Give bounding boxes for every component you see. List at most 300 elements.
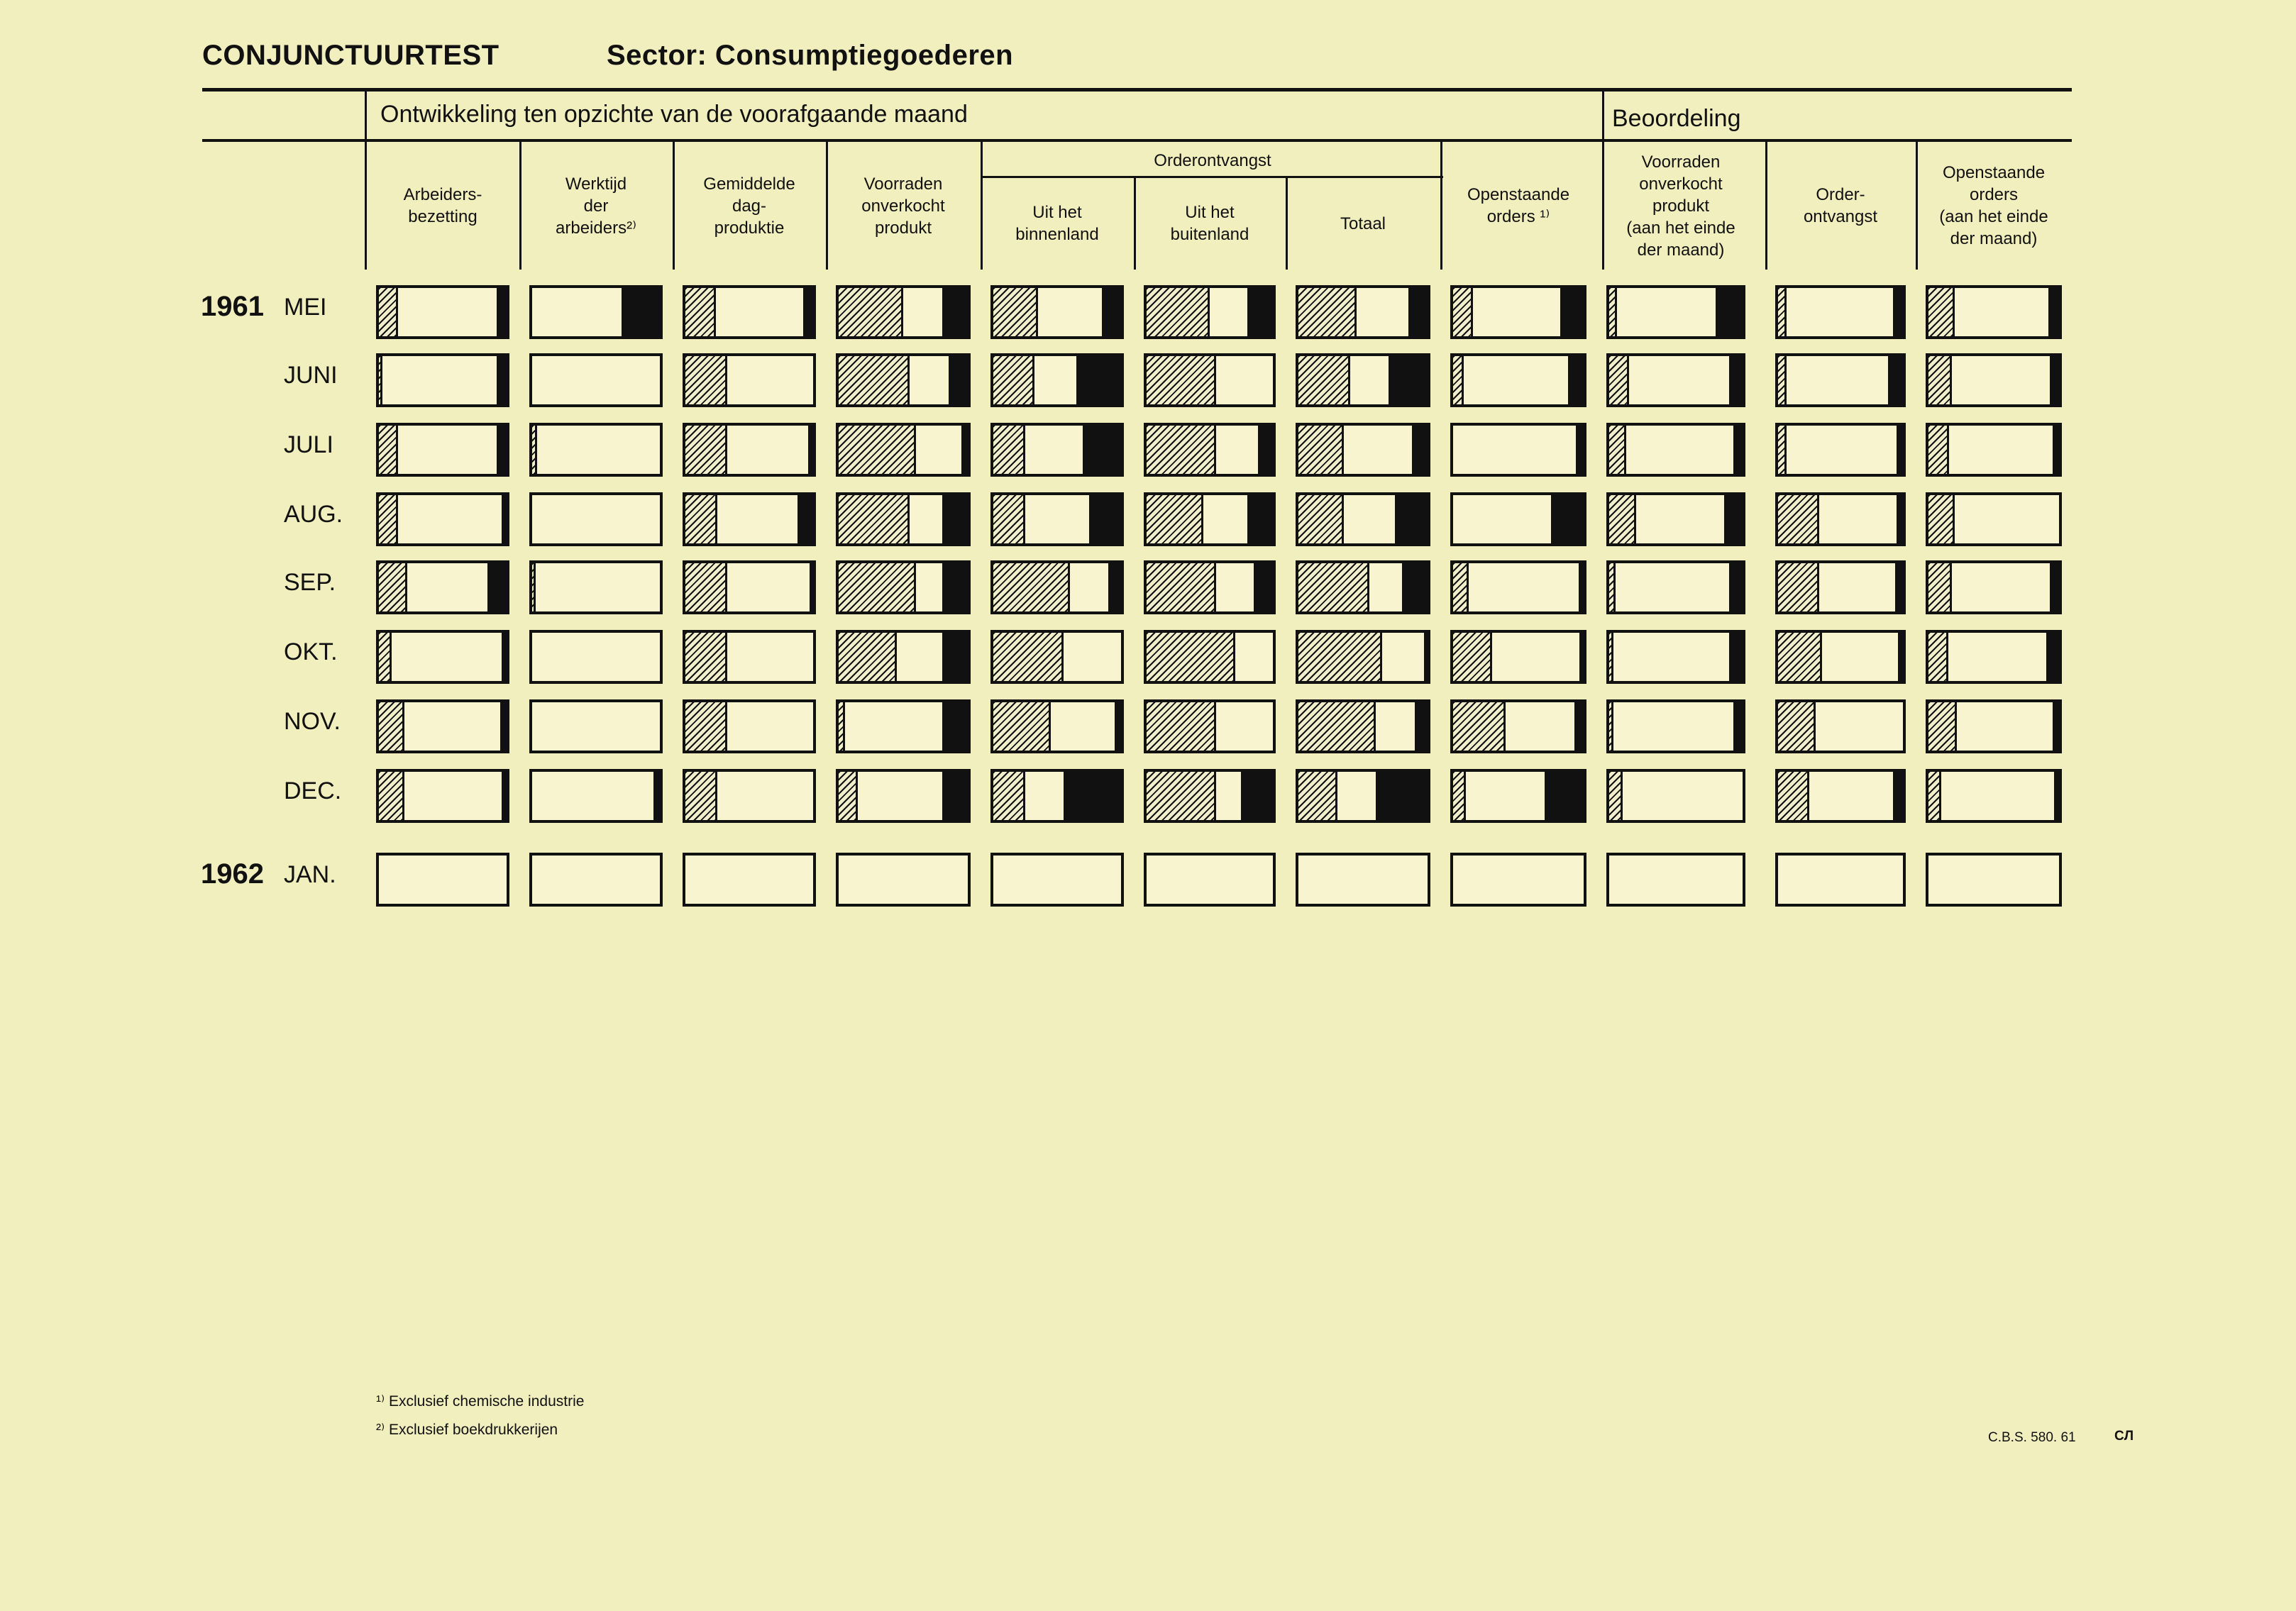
- decrease-segment: [532, 563, 536, 611]
- sector-title: Sector: Consumptiegoederen: [607, 40, 1014, 71]
- indicator-bar: [376, 492, 509, 546]
- decrease-segment: [1453, 702, 1506, 751]
- decrease-segment: [1453, 356, 1464, 404]
- indicator-bar: [1296, 699, 1430, 753]
- indicator-bar: [990, 630, 1124, 684]
- increase-segment: [1895, 563, 1903, 611]
- increase-segment: [622, 288, 660, 336]
- column-header-1: [522, 142, 670, 270]
- column-header-2: [675, 142, 823, 270]
- initials-mark: CЛ: [2114, 1429, 2134, 1444]
- decrease-segment: [1609, 426, 1626, 474]
- increase-segment: [1568, 356, 1584, 404]
- indicator-bar: [683, 769, 816, 823]
- column-header-label: Openstaande orders (aan het einde der maand): [1939, 163, 2048, 248]
- increase-segment: [1064, 772, 1121, 820]
- decrease-segment: [685, 356, 727, 404]
- indicator-bar: [683, 423, 816, 477]
- column-header-label: Openstaande orders ¹⁾: [1467, 185, 1570, 226]
- increase-segment: [797, 495, 813, 543]
- increase-segment: [2053, 426, 2059, 474]
- indicator-bar: [529, 769, 663, 823]
- indicator-bar: [1775, 769, 1906, 823]
- increase-segment: [497, 426, 507, 474]
- decrease-segment: [1609, 633, 1613, 681]
- decrease-segment: [839, 356, 910, 404]
- increase-segment: [1258, 426, 1273, 474]
- indicator-bar: [1775, 560, 1906, 614]
- col-divider: [1440, 142, 1442, 270]
- decrease-segment: [1147, 702, 1216, 751]
- indicator-bar: [529, 699, 663, 753]
- decrease-segment: [685, 495, 717, 543]
- indicator-bar: [990, 560, 1124, 614]
- decrease-segment: [379, 356, 382, 404]
- indicator-bar: [376, 630, 509, 684]
- indicator-bar: [1775, 285, 1906, 339]
- indicator-bar: [1296, 769, 1430, 823]
- column-header-0: [369, 142, 517, 270]
- increase-segment: [1898, 633, 1903, 681]
- decrease-segment: [1778, 772, 1809, 820]
- decrease-segment: [1298, 633, 1382, 681]
- indicator-bar: [1775, 699, 1906, 753]
- decrease-segment: [1928, 288, 1955, 336]
- decrease-segment: [839, 495, 910, 543]
- decrease-segment: [993, 288, 1038, 336]
- document-code: C.B.S. 580. 61: [1988, 1430, 2076, 1445]
- increase-segment: [1729, 563, 1743, 611]
- indicator-bar: [1144, 699, 1276, 753]
- indicator-bar: [990, 853, 1124, 907]
- indicator-bar: [836, 423, 971, 477]
- indicator-bar: [1606, 630, 1745, 684]
- indicator-bar: [1775, 630, 1906, 684]
- decrease-segment: [1928, 772, 1941, 820]
- decrease-segment: [1609, 495, 1636, 543]
- decrease-segment: [993, 356, 1034, 404]
- column-header-label: Voorraden onverkocht produkt: [861, 174, 945, 238]
- increase-segment: [1579, 633, 1584, 681]
- indicator-bar: [1144, 492, 1276, 546]
- column-header-7: [1443, 142, 1594, 270]
- increase-segment: [1254, 563, 1273, 611]
- indicator-bar: [1296, 423, 1430, 477]
- decrease-segment: [993, 495, 1025, 543]
- indicator-bar: [683, 285, 816, 339]
- indicator-bar: [1144, 630, 1276, 684]
- increase-segment: [502, 633, 507, 681]
- indicator-bar: [376, 853, 509, 907]
- increase-segment: [1545, 772, 1584, 820]
- indicator-bar: [529, 353, 663, 407]
- indicator-bar: [1606, 699, 1745, 753]
- increase-segment: [1716, 288, 1743, 336]
- col-divider: [519, 142, 521, 270]
- increase-segment: [2050, 356, 2059, 404]
- indicator-bar: [1606, 353, 1745, 407]
- footnote-2: ²⁾ Exclusief boekdrukkerijen: [376, 1422, 558, 1438]
- decrease-segment: [993, 563, 1070, 611]
- increase-segment: [1083, 426, 1121, 474]
- month-label: OKT.: [284, 638, 338, 665]
- col-divider: [673, 142, 675, 270]
- indicator-bar: [1144, 353, 1276, 407]
- indicator-bar: [1926, 630, 2062, 684]
- increase-segment: [2053, 702, 2059, 751]
- indicator-bar: [1144, 769, 1276, 823]
- column-header-10: [1919, 142, 2069, 270]
- increase-segment: [1241, 772, 1273, 820]
- decrease-segment: [1609, 563, 1616, 611]
- col-divider: [826, 142, 828, 270]
- decrease-segment: [1778, 633, 1822, 681]
- decrease-segment: [1147, 772, 1216, 820]
- increase-segment: [1247, 495, 1273, 543]
- indicator-bar: [836, 699, 971, 753]
- month-label: JUNI: [284, 362, 338, 389]
- increase-segment: [502, 495, 507, 543]
- increase-segment: [1893, 772, 1903, 820]
- column-header-label: Voorraden onverkocht produkt (aan het einde der maand): [1626, 152, 1735, 260]
- decrease-segment: [1928, 426, 1949, 474]
- indicator-bar: [683, 630, 816, 684]
- indicator-bar: [376, 285, 509, 339]
- decrease-segment: [379, 288, 398, 336]
- assessment-group-label: Beoordeling: [1612, 105, 1741, 132]
- indicator-bar: [529, 285, 663, 339]
- indicator-bar: [1926, 699, 2062, 753]
- year-label: 1961: [201, 291, 264, 322]
- decrease-segment: [1453, 772, 1466, 820]
- decrease-segment: [993, 633, 1064, 681]
- decrease-segment: [1778, 495, 1819, 543]
- decrease-segment: [1147, 288, 1210, 336]
- indicator-bar: [1775, 423, 1906, 477]
- increase-segment: [1247, 288, 1273, 336]
- decrease-segment: [1298, 702, 1376, 751]
- orders-group-label: Orderontvangst: [1154, 150, 1271, 170]
- increase-segment: [1424, 633, 1428, 681]
- col-divider: [981, 142, 983, 270]
- indicator-bar: [529, 560, 663, 614]
- indicator-bar: [1775, 353, 1906, 407]
- decrease-segment: [993, 772, 1025, 820]
- month-label: NOV.: [284, 708, 341, 735]
- decrease-segment: [1298, 426, 1344, 474]
- increase-segment: [1729, 356, 1743, 404]
- decrease-segment: [1453, 563, 1469, 611]
- increase-segment: [502, 772, 507, 820]
- increase-segment: [1102, 288, 1121, 336]
- decrease-segment: [685, 563, 727, 611]
- decrease-segment: [1453, 288, 1473, 336]
- increase-segment: [1415, 702, 1428, 751]
- top-rule: [202, 88, 2072, 92]
- decrease-segment: [839, 288, 903, 336]
- increase-segment: [1897, 426, 1903, 474]
- indicator-bar: [1606, 560, 1745, 614]
- month-label: AUG.: [284, 501, 343, 528]
- decrease-segment: [1147, 426, 1216, 474]
- increase-segment: [653, 772, 660, 820]
- increase-segment: [1579, 563, 1584, 611]
- indicator-bar: [376, 423, 509, 477]
- indicator-bar: [683, 353, 816, 407]
- month-label: DEC.: [284, 777, 342, 804]
- decrease-segment: [379, 426, 398, 474]
- indicator-bar: [1296, 492, 1430, 546]
- indicator-bar: [1450, 285, 1586, 339]
- indicator-bar: [1926, 353, 2062, 407]
- indicator-bar: [1926, 423, 2062, 477]
- indicator-bar: [990, 353, 1124, 407]
- decrease-segment: [379, 633, 392, 681]
- indicator-bar: [1606, 769, 1745, 823]
- increase-segment: [942, 702, 968, 751]
- indicator-bar: [1450, 423, 1586, 477]
- decrease-segment: [1928, 633, 1948, 681]
- decrease-segment: [1778, 563, 1819, 611]
- column-header-4: [983, 177, 1131, 270]
- decrease-segment: [1928, 702, 1957, 751]
- decrease-segment: [1453, 633, 1492, 681]
- decrease-segment: [839, 563, 916, 611]
- indicator-bar: [1296, 353, 1430, 407]
- decrease-segment: [839, 772, 858, 820]
- column-header-label: Totaal: [1340, 214, 1386, 233]
- increase-segment: [942, 633, 968, 681]
- indicator-bar: [1606, 492, 1745, 546]
- increase-segment: [1733, 426, 1743, 474]
- increase-segment: [1733, 702, 1743, 751]
- col-divider: [1134, 176, 1136, 270]
- indicator-bar: [1775, 492, 1906, 546]
- decrease-segment: [1147, 356, 1216, 404]
- indicator-bar: [990, 423, 1124, 477]
- increase-segment: [1402, 563, 1428, 611]
- indicator-bar: [1450, 560, 1586, 614]
- increase-segment: [1560, 288, 1584, 336]
- month-label: JAN.: [284, 861, 336, 888]
- column-header-label: Werktijd der arbeiders²⁾: [556, 174, 636, 238]
- development-group-label: Ontwikkeling ten opzichte van de voorafgaande maand: [380, 101, 968, 128]
- decrease-segment: [379, 563, 407, 611]
- indicator-bar: [836, 769, 971, 823]
- decrease-segment: [1147, 495, 1203, 543]
- increase-segment: [808, 426, 813, 474]
- increase-segment: [942, 772, 968, 820]
- indicator-bar: [1606, 285, 1745, 339]
- indicator-bar: [836, 853, 971, 907]
- indicator-bar: [1606, 423, 1745, 477]
- decrease-segment: [1609, 702, 1613, 751]
- document-title: CONJUNCTUURTEST: [202, 40, 500, 71]
- decrease-segment: [685, 772, 717, 820]
- indicator-bar: [376, 560, 509, 614]
- decrease-segment: [1928, 495, 1955, 543]
- decrease-segment: [1928, 356, 1952, 404]
- increase-segment: [1076, 356, 1121, 404]
- decrease-segment: [1778, 426, 1787, 474]
- column-header-5: [1137, 177, 1283, 270]
- indicator-bar: [529, 492, 663, 546]
- decrease-segment: [685, 702, 727, 751]
- increase-segment: [803, 288, 813, 336]
- increase-segment: [1724, 495, 1743, 543]
- increase-segment: [1376, 772, 1428, 820]
- column-header-8: [1599, 142, 1762, 270]
- increase-segment: [487, 563, 507, 611]
- indicator-bar: [1144, 285, 1276, 339]
- increase-segment: [1089, 495, 1121, 543]
- indicator-bar: [836, 630, 971, 684]
- indicator-bar: [990, 699, 1124, 753]
- indicator-bar: [376, 699, 509, 753]
- increase-segment: [2048, 288, 2059, 336]
- column-header-label: Uit het buitenland: [1170, 203, 1249, 244]
- indicator-bar: [683, 560, 816, 614]
- increase-segment: [497, 356, 507, 404]
- indicator-bar: [1926, 769, 2062, 823]
- increase-segment: [1888, 356, 1903, 404]
- increase-segment: [949, 356, 968, 404]
- indicator-bar: [1450, 630, 1586, 684]
- indicator-bar: [1296, 285, 1430, 339]
- decrease-segment: [379, 772, 404, 820]
- increase-segment: [1115, 702, 1121, 751]
- increase-segment: [500, 702, 507, 751]
- increase-segment: [961, 426, 968, 474]
- indicator-bar: [1606, 853, 1745, 907]
- indicator-bar: [1296, 853, 1430, 907]
- decrease-segment: [685, 426, 727, 474]
- column-header-9: [1768, 142, 1913, 270]
- decrease-segment: [1609, 288, 1617, 336]
- column-header-3: [829, 142, 978, 270]
- decrease-segment: [1298, 356, 1350, 404]
- indicator-bar: [1450, 353, 1586, 407]
- indicator-bar: [836, 353, 971, 407]
- decrease-segment: [1298, 563, 1369, 611]
- increase-segment: [1729, 633, 1743, 681]
- month-label: SEP.: [284, 569, 336, 596]
- increase-segment: [1408, 288, 1428, 336]
- column-header-6: [1288, 177, 1437, 270]
- decrease-segment: [1147, 563, 1216, 611]
- col-divider: [365, 88, 367, 270]
- decrease-segment: [685, 288, 716, 336]
- indicator-bar: [376, 353, 509, 407]
- increase-segment: [942, 495, 968, 543]
- decrease-segment: [839, 702, 845, 751]
- column-header-label: Gemiddelde dag- produktie: [703, 174, 795, 238]
- decrease-segment: [1147, 633, 1235, 681]
- indicator-bar: [990, 769, 1124, 823]
- decrease-segment: [1928, 563, 1952, 611]
- indicator-bar: [529, 853, 663, 907]
- indicator-bar: [1926, 492, 2062, 546]
- decrease-segment: [1609, 356, 1629, 404]
- indicator-bar: [1926, 285, 2062, 339]
- col-divider: [1916, 142, 1918, 270]
- decrease-segment: [839, 633, 897, 681]
- increase-segment: [1389, 356, 1428, 404]
- increase-segment: [2046, 633, 2059, 681]
- indicator-bar: [1450, 492, 1586, 546]
- indicator-bar: [529, 423, 663, 477]
- decrease-segment: [1298, 772, 1337, 820]
- indicator-bar: [1296, 630, 1430, 684]
- increase-segment: [2050, 563, 2059, 611]
- indicator-bar: [1144, 853, 1276, 907]
- indicator-bar: [376, 769, 509, 823]
- decrease-segment: [1778, 288, 1787, 336]
- decrease-segment: [379, 702, 404, 751]
- footnote-1: ¹⁾ Exclusief chemische industrie: [376, 1393, 585, 1410]
- indicator-bar: [1775, 853, 1906, 907]
- increase-segment: [1574, 702, 1584, 751]
- decrease-segment: [1298, 495, 1344, 543]
- increase-segment: [1897, 495, 1903, 543]
- indicator-bar: [1926, 853, 2062, 907]
- increase-segment: [1108, 563, 1121, 611]
- indicator-bar: [836, 492, 971, 546]
- increase-segment: [810, 563, 813, 611]
- column-header-label: Arbeiders- bezetting: [403, 185, 482, 226]
- year-label: 1962: [201, 858, 264, 890]
- increase-segment: [1893, 288, 1903, 336]
- decrease-segment: [532, 426, 537, 474]
- indicator-bar: [683, 853, 816, 907]
- increase-segment: [942, 288, 968, 336]
- indicator-bar: [990, 492, 1124, 546]
- decrease-segment: [379, 495, 398, 543]
- decrease-segment: [1609, 772, 1623, 820]
- increase-segment: [1412, 426, 1428, 474]
- indicator-bar: [683, 699, 816, 753]
- increase-segment: [1551, 495, 1584, 543]
- indicator-bar: [1296, 560, 1430, 614]
- increase-segment: [497, 288, 507, 336]
- increase-segment: [2054, 772, 2059, 820]
- column-header-label: Order- ontvangst: [1803, 185, 1878, 226]
- indicator-bar: [990, 285, 1124, 339]
- decrease-segment: [685, 633, 727, 681]
- month-label: JULI: [284, 431, 333, 458]
- increase-segment: [942, 563, 968, 611]
- decrease-segment: [839, 426, 916, 474]
- increase-segment: [1395, 495, 1428, 543]
- indicator-bar: [1450, 853, 1586, 907]
- decrease-segment: [1298, 288, 1357, 336]
- decrease-segment: [1778, 356, 1787, 404]
- decrease-segment: [993, 702, 1051, 751]
- indicator-bar: [1450, 769, 1586, 823]
- indicator-bar: [1926, 560, 2062, 614]
- indicator-bar: [1144, 423, 1276, 477]
- indicator-bar: [529, 630, 663, 684]
- indicator-bar: [836, 560, 971, 614]
- indicator-bar: [836, 285, 971, 339]
- decrease-segment: [1778, 702, 1816, 751]
- col-divider: [1286, 176, 1288, 270]
- indicator-bar: [1144, 560, 1276, 614]
- increase-segment: [1576, 426, 1584, 474]
- column-header-label: Uit het binnenland: [1015, 203, 1099, 244]
- month-label: MEI: [284, 294, 327, 321]
- indicator-bar: [683, 492, 816, 546]
